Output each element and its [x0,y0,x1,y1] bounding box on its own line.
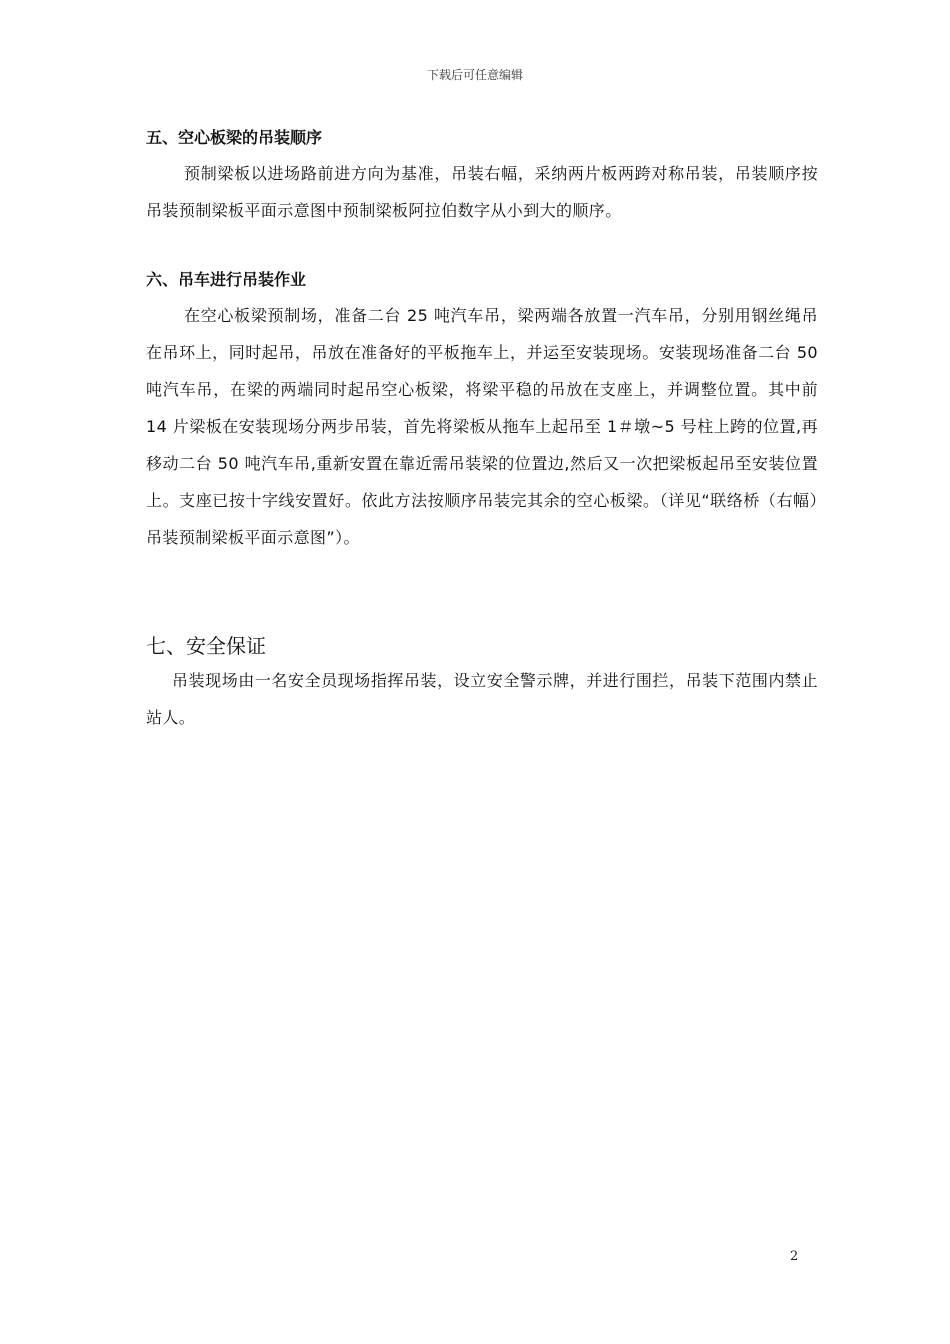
section-7 [146,630,818,736]
section-6-body: 在空心板梁预制场，准备二台 25 吨汽车吊，梁两端各放置一汽车吊，分别用钢丝绳吊在吊环上，同时起吊，吊放在准备好的平板拖车上，并运至安装现场。安装现场准备二台 50 吨汽车吊，在梁的两端同时起吊空心板梁，将梁平稳的吊放在支座上，并调整位置。其中前 14 片梁板在安装现场分两步吊装，首先将梁板从拖车上起吊至 1＃墩~5 号柱上跨的位置,再移动二台 50 吨汽车吊,重新安置在靠近需吊装梁的位置边,然后又一次把梁板起吊至安装位置上。支座已按十字线安置好。依此方法按顺序吊装完其余的空心板梁。（详见“联络桥（右幅）吊装预制梁板平面示意图”）。 [146,306,818,547]
section-7-body: 吊装现场由一名安全员现场指挥吊装，设立安全警示牌，并进行围拦，吊装下范围内禁止站人。 [146,671,818,727]
page-header: 下载后可任意编辑 [426,68,523,82]
section-5 [146,124,818,229]
section-6-heading: 六、吊车进行吊装作业 [146,270,307,289]
section-5-heading: 五、空心板梁的吊装顺序 [146,128,323,147]
section-6 [146,266,818,556]
section-5-body: 预制梁板以进场路前进方向为基准，吊装右幅，采纳两片板两跨对称吊装，吊装顺序按吊装预制梁板平面示意图中预制梁板阿拉伯数字从小到大的顺序。 [146,164,818,220]
section-7-heading: 七、安全保证 [146,634,266,658]
page-number: 2 [790,1249,799,1264]
